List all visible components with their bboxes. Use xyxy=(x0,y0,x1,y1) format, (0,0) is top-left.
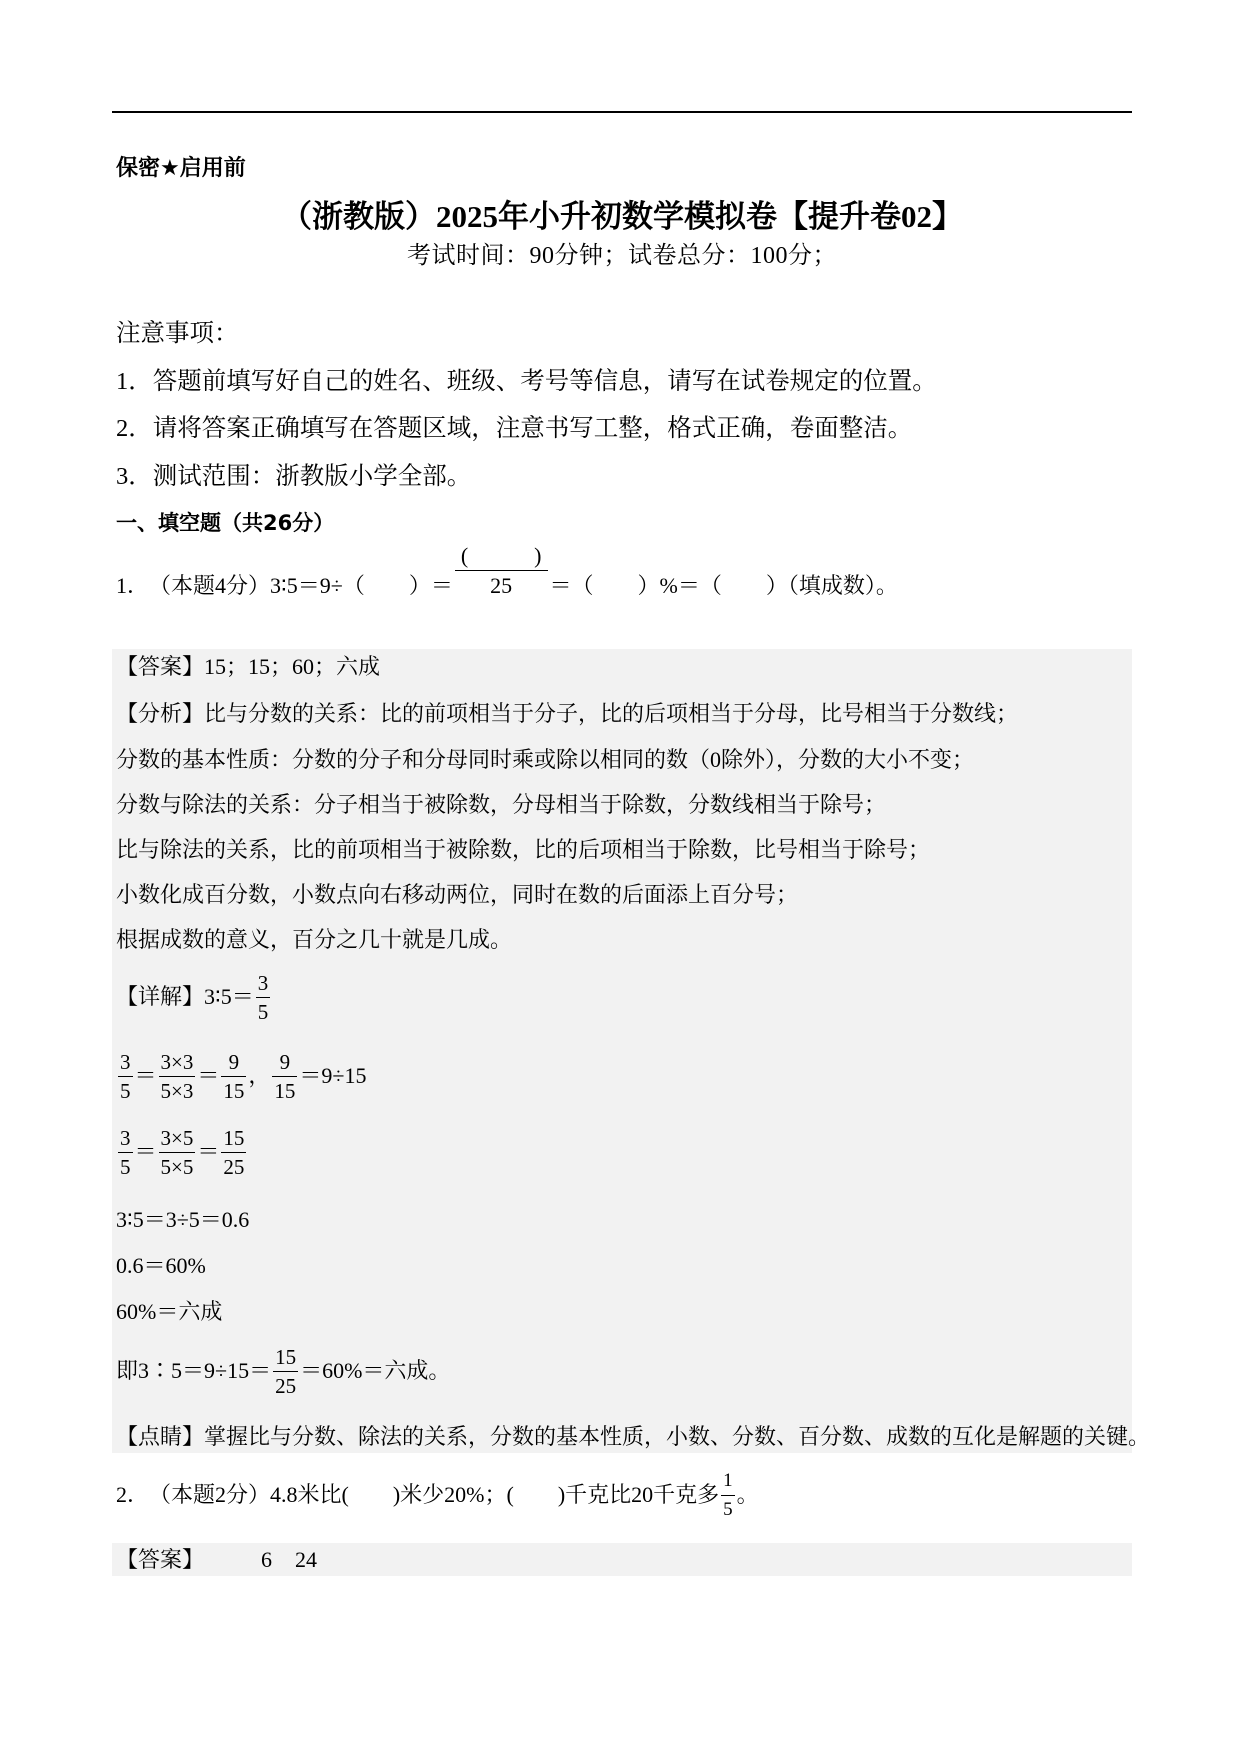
fraction xyxy=(721,1467,735,1524)
confidential-mark: 保密★启用前 xyxy=(116,156,246,181)
notice-item: 3．测试范围：浙教版小学全部。 xyxy=(116,463,472,490)
fraction-denominator: 5×3 xyxy=(160,1078,194,1103)
question-2 xyxy=(116,1466,759,1524)
fraction-denominator: 15 xyxy=(223,1078,245,1103)
exam-title: （浙教版）2025年小升初数学模拟卷【提升卷02】 xyxy=(281,199,963,234)
analysis-text: 比与分数的关系：比的前项相当于分子，比的后项相当于分母，比号相当于分数线； xyxy=(204,701,1019,726)
fraction xyxy=(273,1343,298,1400)
fraction-denominator: 5 xyxy=(120,1078,131,1103)
notice-heading: 注意事项： xyxy=(116,320,239,347)
detail-text: ＝ xyxy=(197,1063,220,1088)
answer-value: 6 xyxy=(261,1547,273,1572)
fraction-numerator: 3×5 xyxy=(159,1124,196,1153)
analysis-line: 比与除法的关系，比的前项相当于被除数，比的后项相当于除数，比号相当于除号； xyxy=(116,837,931,862)
analysis-line: 小数化成百分数，小数点向右移动两位，同时在数的后面添上百分号； xyxy=(116,882,799,907)
fraction-numerator: 9 xyxy=(272,1048,297,1077)
fraction xyxy=(272,1048,297,1105)
fraction-numerator: 3×3 xyxy=(159,1048,196,1077)
detail-text: 即3∶5＝9÷15＝ xyxy=(116,1358,272,1383)
fraction xyxy=(256,969,271,1026)
analysis-line: 分数的基本性质：分数的分子和分母同时乘或除以相同的数（0除外），分数的大小不变； xyxy=(116,747,975,772)
answer-box xyxy=(112,1543,1132,1576)
fraction-denominator: 5 xyxy=(257,999,269,1024)
detail-line xyxy=(116,968,272,1026)
question-points: （本题2分） xyxy=(149,1482,271,1507)
notice-item: 1．答题前填写好自己的姓名、班级、考号等信息，请写在试卷规定的位置。 xyxy=(116,368,937,395)
detail-text: ＝ xyxy=(197,1139,220,1164)
detail-text: ＝ xyxy=(134,1063,157,1088)
fraction xyxy=(118,1124,133,1181)
analysis-line: 分数与除法的关系：分子相当于被除数，分母相当于除数，分数线相当于除号； xyxy=(116,792,887,817)
detail-label: 【详解】 xyxy=(116,984,205,1009)
question-points: （本题4分） xyxy=(149,573,271,598)
fraction-denominator: 25 xyxy=(275,1373,297,1398)
analysis-label: 【分析】 xyxy=(116,701,205,726)
answer-label: 【答案】 xyxy=(116,654,205,679)
fraction-denominator: 5 xyxy=(723,1498,733,1520)
comment-label: 【点睛】 xyxy=(116,1424,205,1449)
fraction-numerator: 3 xyxy=(118,1124,133,1153)
fraction xyxy=(455,542,548,601)
question-number: 2． xyxy=(116,1482,150,1507)
detail-text: ＝ xyxy=(134,1139,157,1164)
question-stem: 3∶5＝9÷（ ）＝ xyxy=(270,573,453,598)
question-number: 1． xyxy=(116,573,150,598)
fraction-denominator: 25 xyxy=(223,1154,245,1179)
solution-box xyxy=(112,649,1151,1453)
detail-line: 3∶5＝3÷5＝0.6 xyxy=(116,1207,250,1232)
fraction-denominator: 25 xyxy=(490,573,513,598)
question-1 xyxy=(116,542,898,601)
fraction-numerator: 15 xyxy=(273,1343,298,1372)
answer-label: 【答案】 xyxy=(116,1547,205,1572)
fraction-numerator: 1 xyxy=(721,1467,735,1496)
fraction-denominator: 5×5 xyxy=(160,1154,194,1179)
fraction-denominator: 5 xyxy=(120,1154,131,1179)
comment-line xyxy=(116,1422,1150,1452)
fraction-numerator: 3 xyxy=(256,969,271,998)
notice-item: 2．请将答案正确填写在答题区域，注意书写工整，格式正确，卷面整洁。 xyxy=(116,415,913,442)
fraction-numerator: 3 xyxy=(118,1048,133,1077)
question-stem: 。 xyxy=(736,1482,759,1507)
fraction xyxy=(221,1124,246,1181)
detail-line: 0.6＝60% xyxy=(116,1253,206,1278)
exam-info: 考试时间：90分钟；试卷总分：100分； xyxy=(407,243,837,269)
fraction-denominator: 15 xyxy=(274,1078,296,1103)
detail-text: ＝9÷15 xyxy=(299,1063,367,1088)
fraction xyxy=(159,1124,196,1181)
detail-line: 60%＝六成 xyxy=(116,1299,223,1324)
fraction-numerator: 15 xyxy=(221,1124,246,1153)
fraction-numerator: ( ) xyxy=(455,542,548,571)
fraction xyxy=(221,1048,246,1105)
detail-line xyxy=(116,1123,248,1181)
fraction xyxy=(118,1048,133,1105)
detail-text: 3∶5＝ xyxy=(204,984,254,1009)
answer-line xyxy=(116,1545,317,1575)
answer-value: 24 xyxy=(295,1547,318,1572)
answer-line xyxy=(116,652,380,682)
fraction-numerator: 9 xyxy=(221,1048,246,1077)
fraction xyxy=(159,1048,196,1105)
analysis-line: 根据成数的意义，百分之几十就是几成。 xyxy=(116,927,513,952)
analysis-line xyxy=(116,699,1018,729)
question-stem: ＝（ ）%＝（ ）（填成数）。 xyxy=(549,573,898,598)
answer-text: 15；15；60；六成 xyxy=(204,654,381,679)
comment-text: 掌握比与分数、除法的关系，分数的基本性质，小数、分数、百分数、成数的互化是解题的关键。 xyxy=(204,1424,1151,1449)
detail-line xyxy=(116,1047,366,1105)
detail-text: ＝60%＝六成。 xyxy=(300,1358,451,1383)
question-stem: 4.8米比( )米少20%；( )千克比20千克多 xyxy=(270,1482,720,1507)
header-rule xyxy=(112,111,1132,113)
section-title: 一、填空题（共26分） xyxy=(116,511,335,535)
detail-line xyxy=(116,1342,450,1400)
detail-text: ， xyxy=(248,1063,271,1088)
